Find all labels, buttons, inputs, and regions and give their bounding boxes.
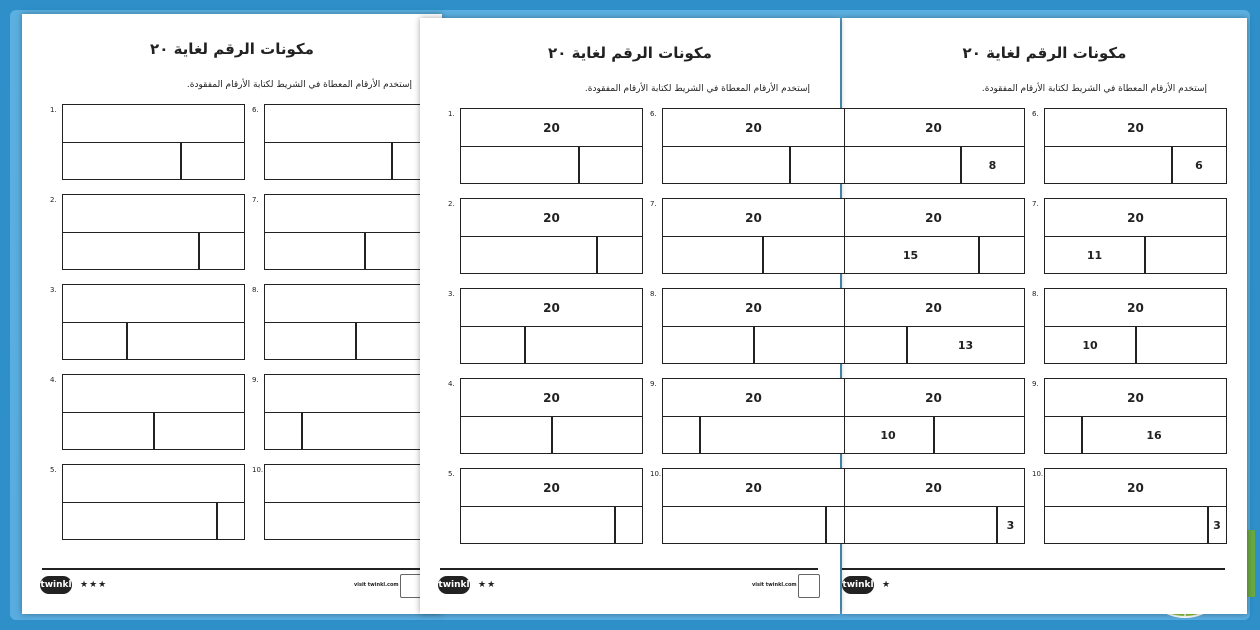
bar-part-left[interactable] [63, 323, 126, 359]
bar-part-right[interactable] [1137, 327, 1225, 363]
bar-whole: 20 [461, 199, 642, 237]
question-number: 4. [50, 376, 57, 384]
bar-model [62, 104, 245, 180]
question-number: 3. [50, 286, 57, 294]
question-number: 7. [252, 196, 259, 204]
bar-whole: 20 [1045, 379, 1226, 417]
question-number: 2. [448, 200, 455, 208]
question-number: 7. [1032, 200, 1039, 208]
quality-badge-icon [400, 574, 422, 598]
bar-model [842, 108, 1025, 184]
bar-part-left[interactable] [63, 143, 180, 179]
question-number: 10. [252, 466, 264, 474]
bar-part-left[interactable] [265, 503, 427, 539]
bar-part-right[interactable] [526, 327, 641, 363]
question-number: 6. [650, 110, 657, 118]
bar-model [62, 284, 245, 360]
footer-divider [440, 568, 818, 570]
twinkl-logo: twinkl [842, 576, 874, 594]
quality-badge-icon [798, 574, 820, 598]
bar-whole [265, 465, 446, 503]
bar-whole: 20 [1045, 289, 1226, 327]
difficulty-stars: ★★★ [80, 580, 108, 590]
bar-whole [63, 375, 244, 413]
bar-part-left[interactable] [461, 417, 551, 453]
bar-part-right[interactable] [200, 233, 243, 269]
bar-model [842, 288, 1025, 364]
bar-part-left[interactable] [1045, 507, 1207, 543]
question-number: 5. [50, 466, 57, 474]
bar-part-left[interactable]: 11 [1086, 248, 1103, 262]
difficulty-stars: ★★ [478, 580, 497, 590]
bar-part-left[interactable] [265, 323, 355, 359]
bar-whole: 20 [843, 289, 1024, 327]
question-number: 8. [650, 290, 657, 298]
bar-whole: 20 [461, 469, 642, 507]
bar-whole [63, 105, 244, 143]
bar-part-left[interactable] [843, 327, 906, 363]
visit-link[interactable]: visit twinkl.com [752, 582, 797, 588]
page-instruction: إستخدم الأرقام المعطاة في الشريط لكتابة الأرقام المفقودة. [584, 84, 810, 94]
bar-whole: 20 [843, 199, 1024, 237]
bar-model [662, 378, 845, 454]
bar-part-right[interactable] [1146, 237, 1225, 273]
bar-part-right[interactable]: 3 [1006, 518, 1015, 532]
bar-model [460, 468, 643, 544]
bar-whole: 20 [461, 289, 642, 327]
page-title: مكونات الرقم لغاية ٢٠ [962, 44, 1127, 62]
bar-part-right[interactable] [701, 417, 843, 453]
question-number: 9. [1032, 380, 1039, 388]
bar-part-right[interactable] [827, 507, 843, 543]
bar-part-left[interactable] [265, 143, 391, 179]
bar-part-right[interactable] [182, 143, 243, 179]
bar-part-right[interactable]: 6 [1195, 158, 1203, 172]
bar-part-left[interactable] [663, 327, 753, 363]
bar-part-left[interactable]: 10 [1082, 338, 1098, 352]
question-number: 8. [1032, 290, 1039, 298]
bar-part-right[interactable] [935, 417, 1023, 453]
question-number: 10. [1032, 470, 1044, 478]
worksheet-page-1 [22, 14, 442, 614]
bar-model [1044, 468, 1227, 544]
twinkl-logo: twinkl [438, 576, 470, 594]
bar-model [662, 108, 845, 184]
bar-whole: 20 [663, 469, 844, 507]
question-number: 4. [448, 380, 455, 388]
bar-whole: 20 [843, 379, 1024, 417]
bar-whole: 20 [843, 469, 1024, 507]
question-number: 9. [650, 380, 657, 388]
bar-part-right[interactable] [616, 507, 641, 543]
bar-model [460, 288, 643, 364]
bar-model [1044, 198, 1227, 274]
bar-whole: 20 [461, 379, 642, 417]
bar-part-left[interactable] [265, 233, 364, 269]
bar-part-left[interactable] [63, 503, 216, 539]
bar-model [62, 464, 245, 540]
bar-part-left[interactable]: 10 [880, 428, 896, 442]
page-title: مكونات الرقم لغاية ٢٠ [150, 40, 314, 58]
bar-part-left[interactable] [265, 413, 301, 449]
bar-part-left[interactable] [663, 237, 762, 273]
bar-part-right[interactable] [155, 413, 243, 449]
question-number: 1. [448, 110, 455, 118]
question-number: 5. [448, 470, 455, 478]
bar-part-left[interactable] [843, 507, 996, 543]
bar-whole: 20 [1045, 199, 1226, 237]
question-number: 3. [448, 290, 455, 298]
question-number: 6. [252, 106, 259, 114]
bar-whole: 20 [663, 289, 844, 327]
bar-part-right[interactable] [553, 417, 641, 453]
question-number: 8. [252, 286, 259, 294]
bar-model [460, 198, 643, 274]
bar-part-right[interactable]: 3 [1213, 518, 1221, 532]
bar-whole [265, 285, 446, 323]
bar-part-right[interactable] [791, 147, 843, 183]
bar-whole [63, 195, 244, 233]
bar-part-right[interactable] [755, 327, 843, 363]
difficulty-stars: ★ [882, 580, 892, 590]
bar-whole [63, 285, 244, 323]
question-number: 9. [252, 376, 259, 384]
bar-model [842, 378, 1025, 454]
page-instruction: إستخدم الأرقام المعطاة في الشريط لكتابة الأرقام المفقودة. [186, 80, 412, 90]
question-number: 10. [650, 470, 662, 478]
bar-whole: 20 [663, 109, 844, 147]
bar-whole: 20 [843, 109, 1024, 147]
bar-part-right[interactable] [980, 237, 1023, 273]
bar-part-left[interactable] [461, 507, 614, 543]
worksheet-page-2 [420, 18, 840, 614]
bar-whole: 20 [1045, 469, 1226, 507]
bar-model [62, 194, 245, 270]
bar-model [460, 108, 643, 184]
bar-part-left[interactable] [663, 417, 699, 453]
page-title: مكونات الرقم لغاية ٢٠ [548, 44, 712, 62]
bar-part-left[interactable] [663, 507, 825, 543]
question-number: 7. [650, 200, 657, 208]
bar-model [460, 378, 643, 454]
footer-divider [42, 568, 420, 570]
bar-model [662, 288, 845, 364]
bar-model [842, 468, 1025, 544]
bar-whole: 20 [461, 109, 642, 147]
bar-part-left[interactable]: 15 [902, 248, 919, 262]
bar-whole [265, 105, 446, 143]
bar-part-right[interactable]: 13 [957, 338, 974, 352]
bar-part-left[interactable] [461, 327, 524, 363]
twinkl-logo: twinkl [40, 576, 72, 594]
footer-divider [842, 568, 1225, 570]
bar-part-right[interactable] [598, 237, 641, 273]
bar-model [1044, 288, 1227, 364]
question-number: 2. [50, 196, 57, 204]
bar-part-left[interactable] [461, 147, 578, 183]
bar-part-left[interactable] [63, 233, 198, 269]
bar-model [662, 198, 845, 274]
worksheet-page-3 [842, 18, 1247, 614]
bar-whole: 20 [1045, 109, 1226, 147]
bar-whole: 20 [663, 199, 844, 237]
bar-model [662, 468, 845, 544]
bar-part-left[interactable] [1045, 147, 1171, 183]
bar-model [62, 374, 245, 450]
bar-whole [63, 465, 244, 503]
bar-part-left[interactable] [1045, 417, 1081, 453]
bar-part-right[interactable]: 8 [988, 158, 997, 172]
bar-part-left[interactable] [843, 147, 960, 183]
bar-part-left[interactable] [63, 413, 153, 449]
visit-link[interactable]: visit twinkl.com [354, 582, 399, 588]
question-number: 1. [50, 106, 57, 114]
bar-part-right[interactable] [580, 147, 641, 183]
bar-part-right[interactable] [764, 237, 843, 273]
bar-whole [265, 375, 446, 413]
bar-model [842, 198, 1025, 274]
bar-part-left[interactable] [461, 237, 596, 273]
bar-part-right[interactable] [128, 323, 243, 359]
bar-model [1044, 108, 1227, 184]
bar-model [1044, 378, 1227, 454]
page-instruction: إستخدم الأرقام المعطاة في الشريط لكتابة الأرقام المفقودة. [981, 84, 1207, 94]
bar-part-right[interactable] [218, 503, 243, 539]
bar-part-left[interactable] [663, 147, 789, 183]
bar-whole: 20 [663, 379, 844, 417]
bar-part-right[interactable]: 16 [1146, 428, 1162, 442]
question-number: 6. [1032, 110, 1039, 118]
bar-whole [265, 195, 446, 233]
